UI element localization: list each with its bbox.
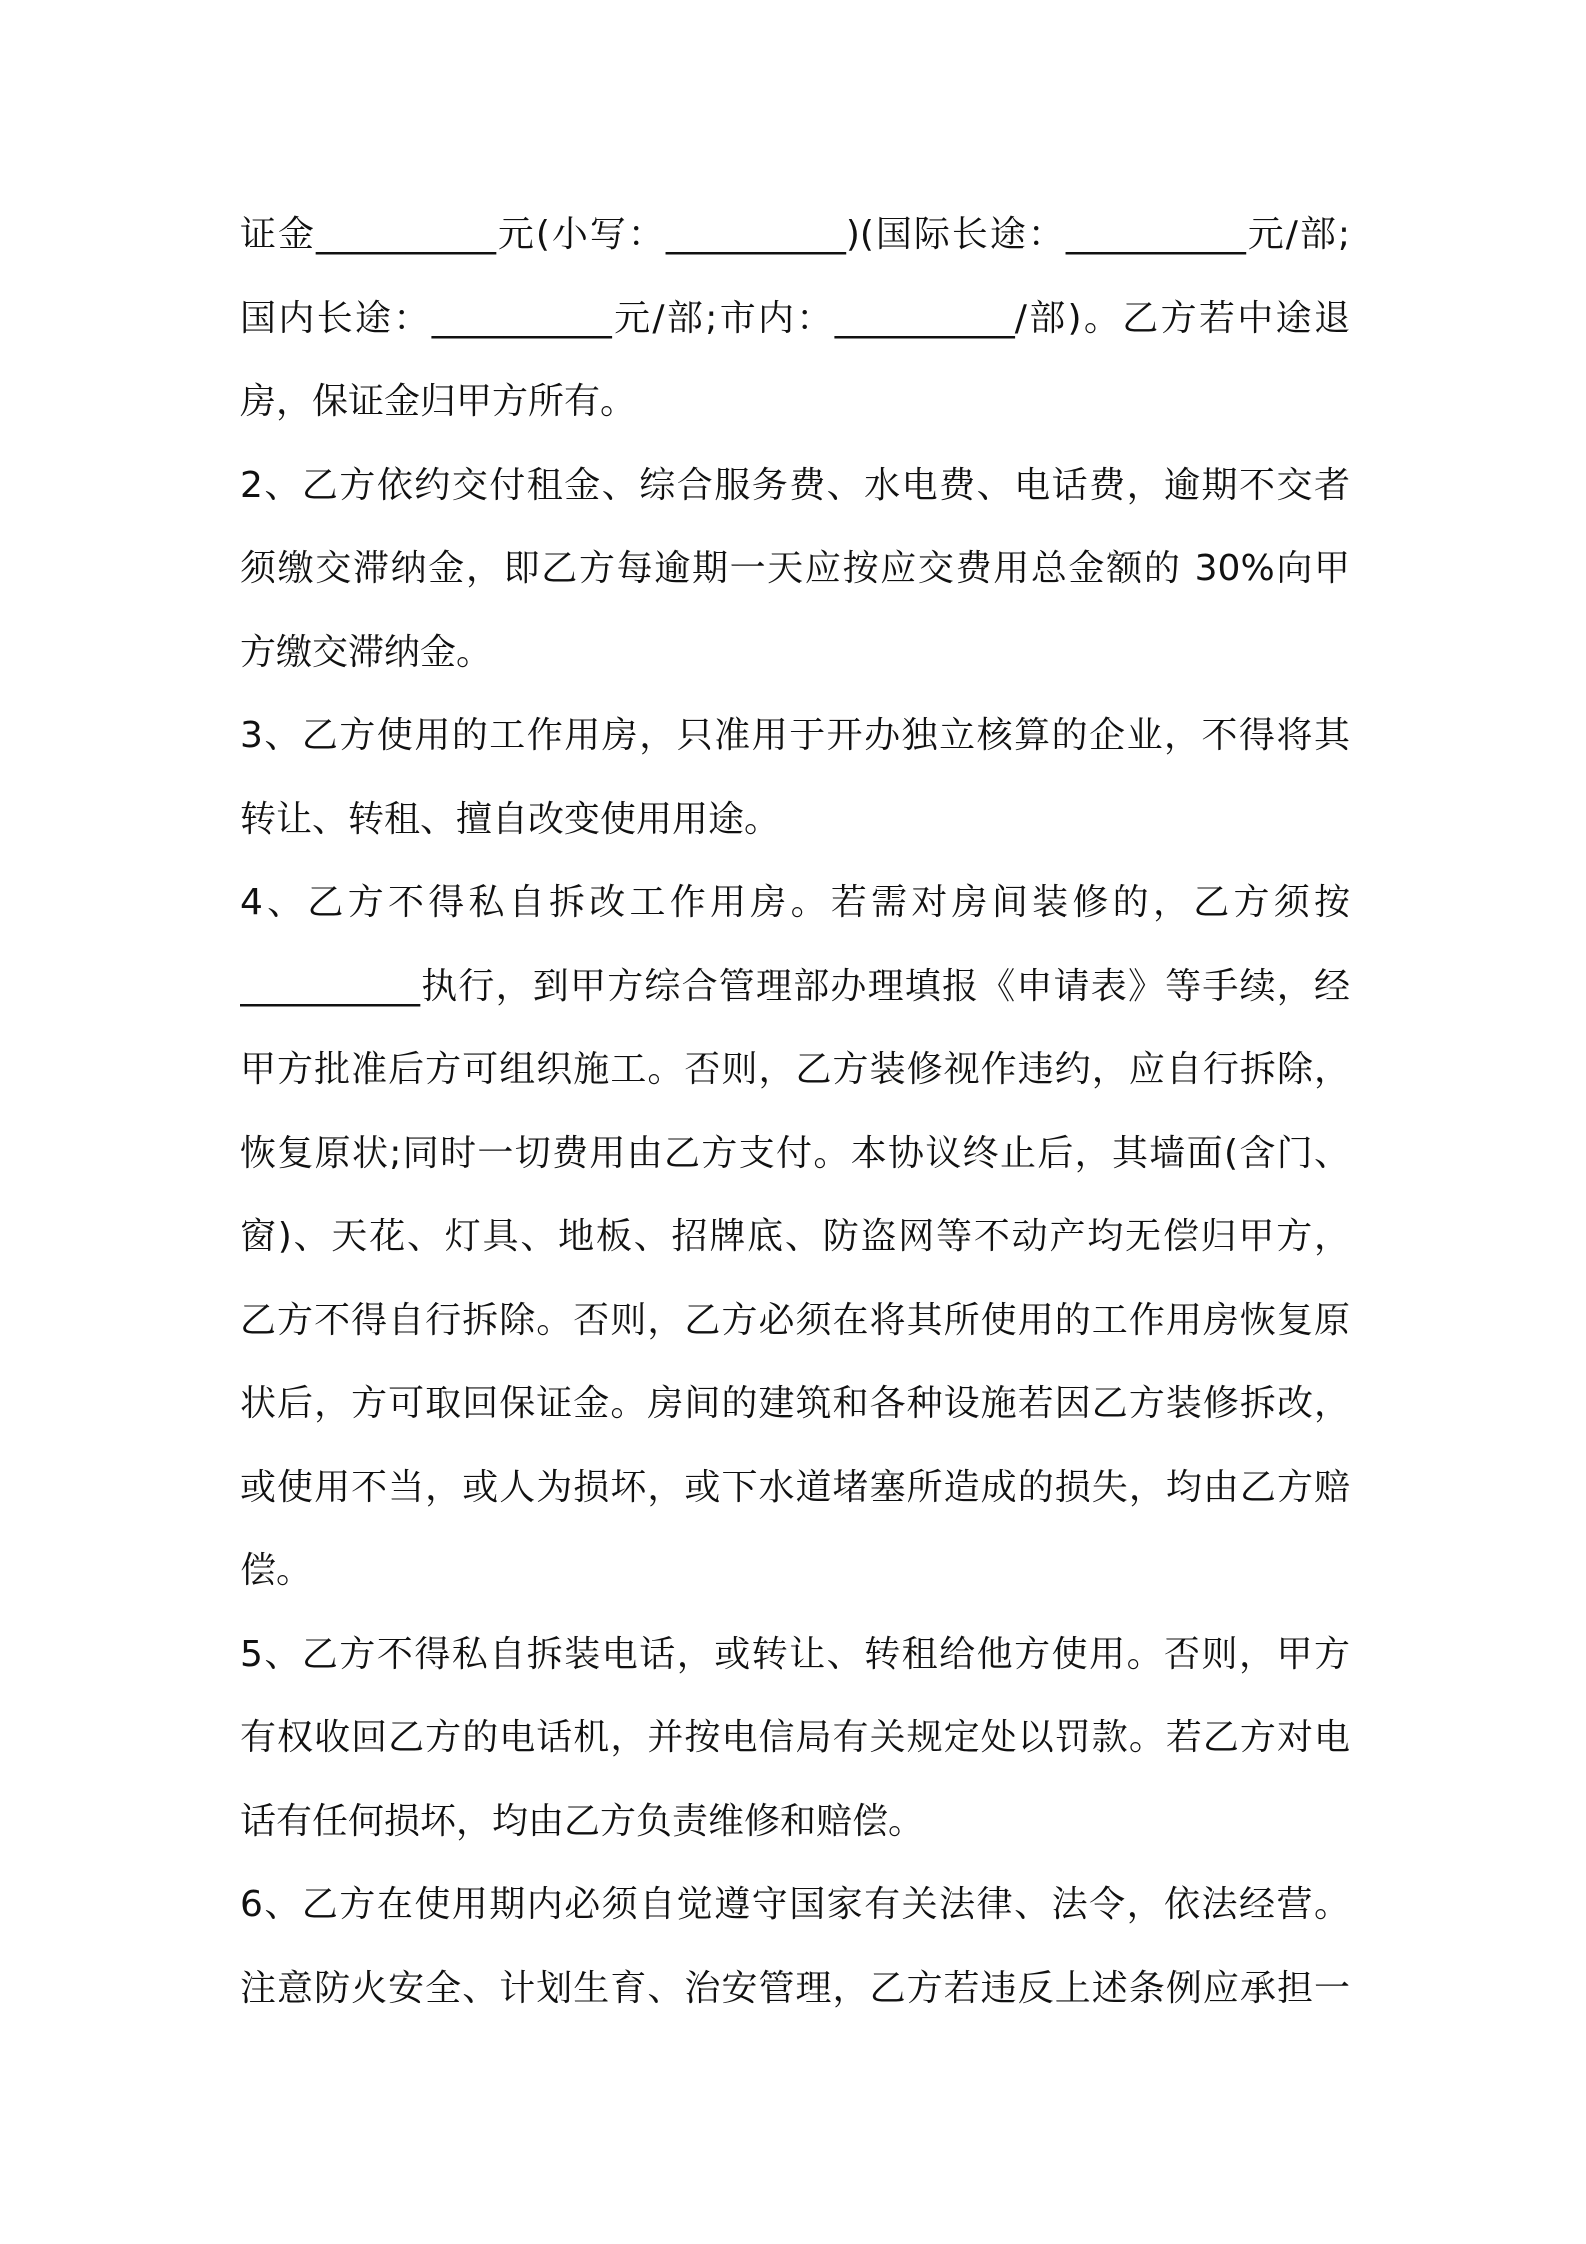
document-body: [240, 193, 1350, 2030]
text-line: 2、乙方依约交付租金、综合服务费、水电费、电话费，逾期不交者: [240, 464, 1350, 506]
text-line: __________执行，到甲方综合管理部办理填报《申请表》等手续，经: [240, 965, 1350, 1007]
text-line: 或使用不当，或人为损坏，或下水道堵塞所造成的损失，均由乙方赔: [240, 1466, 1350, 1508]
text-line: 甲方批准后方可组织施工。否则，乙方装修视作违约，应自行拆除，: [240, 1049, 1350, 1090]
text-line: 须缴交滞纳金，即乙方每逾期一天应按应交费用总金额的 30%向甲: [240, 548, 1350, 589]
text-line: 有权收回乙方的电话机，并按电信局有关规定处以罚款。若乙方对电: [240, 1717, 1350, 1758]
text-line: 国内长途：__________元/部;市内：__________/部)。乙方若中途退: [240, 297, 1350, 339]
text-line: 证金__________元(小写：__________)(国际长途：__________元/部;: [240, 214, 1350, 255]
text-line: 乙方不得自行拆除。否则，乙方必须在将其所使用的工作用房恢复原: [240, 1299, 1350, 1341]
text-line: 4、乙方不得私自拆改工作用房。若需对房间装修的，乙方须按: [240, 882, 1350, 923]
text-line: 话有任何损坏，均由乙方负责维修和赔偿。: [240, 1800, 925, 1842]
text-line: 3、乙方使用的工作用房，只准用于开办独立核算的企业，不得将其: [240, 715, 1350, 756]
text-line: 6、乙方在使用期内必须自觉遵守国家有关法律、法令，依法经营。: [240, 1884, 1350, 1925]
text-line: 转让、转租、擅自改变使用用途。: [240, 798, 781, 840]
text-line: 窗)、天花、灯具、地板、招牌底、防盗网等不动产均无偿归甲方，: [240, 1216, 1350, 1257]
text-line: 5、乙方不得私自拆装电话，或转让、转租给他方使用。否则，甲方: [240, 1633, 1350, 1675]
text-line: 房，保证金归甲方所有。: [240, 381, 637, 422]
text-line: 注意防火安全、计划生育、治安管理，乙方若违反上述条例应承担一: [240, 1967, 1350, 2009]
text-line: 偿。: [240, 1550, 313, 1591]
text-line: 方缴交滞纳金。: [240, 631, 493, 673]
text-line: 状后，方可取回保证金。房间的建筑和各种设施若因乙方装修拆改，: [240, 1383, 1350, 1424]
text-line: 恢复原状;同时一切费用由乙方支付。本协议终止后，其墙面(含门、: [240, 1132, 1350, 1174]
